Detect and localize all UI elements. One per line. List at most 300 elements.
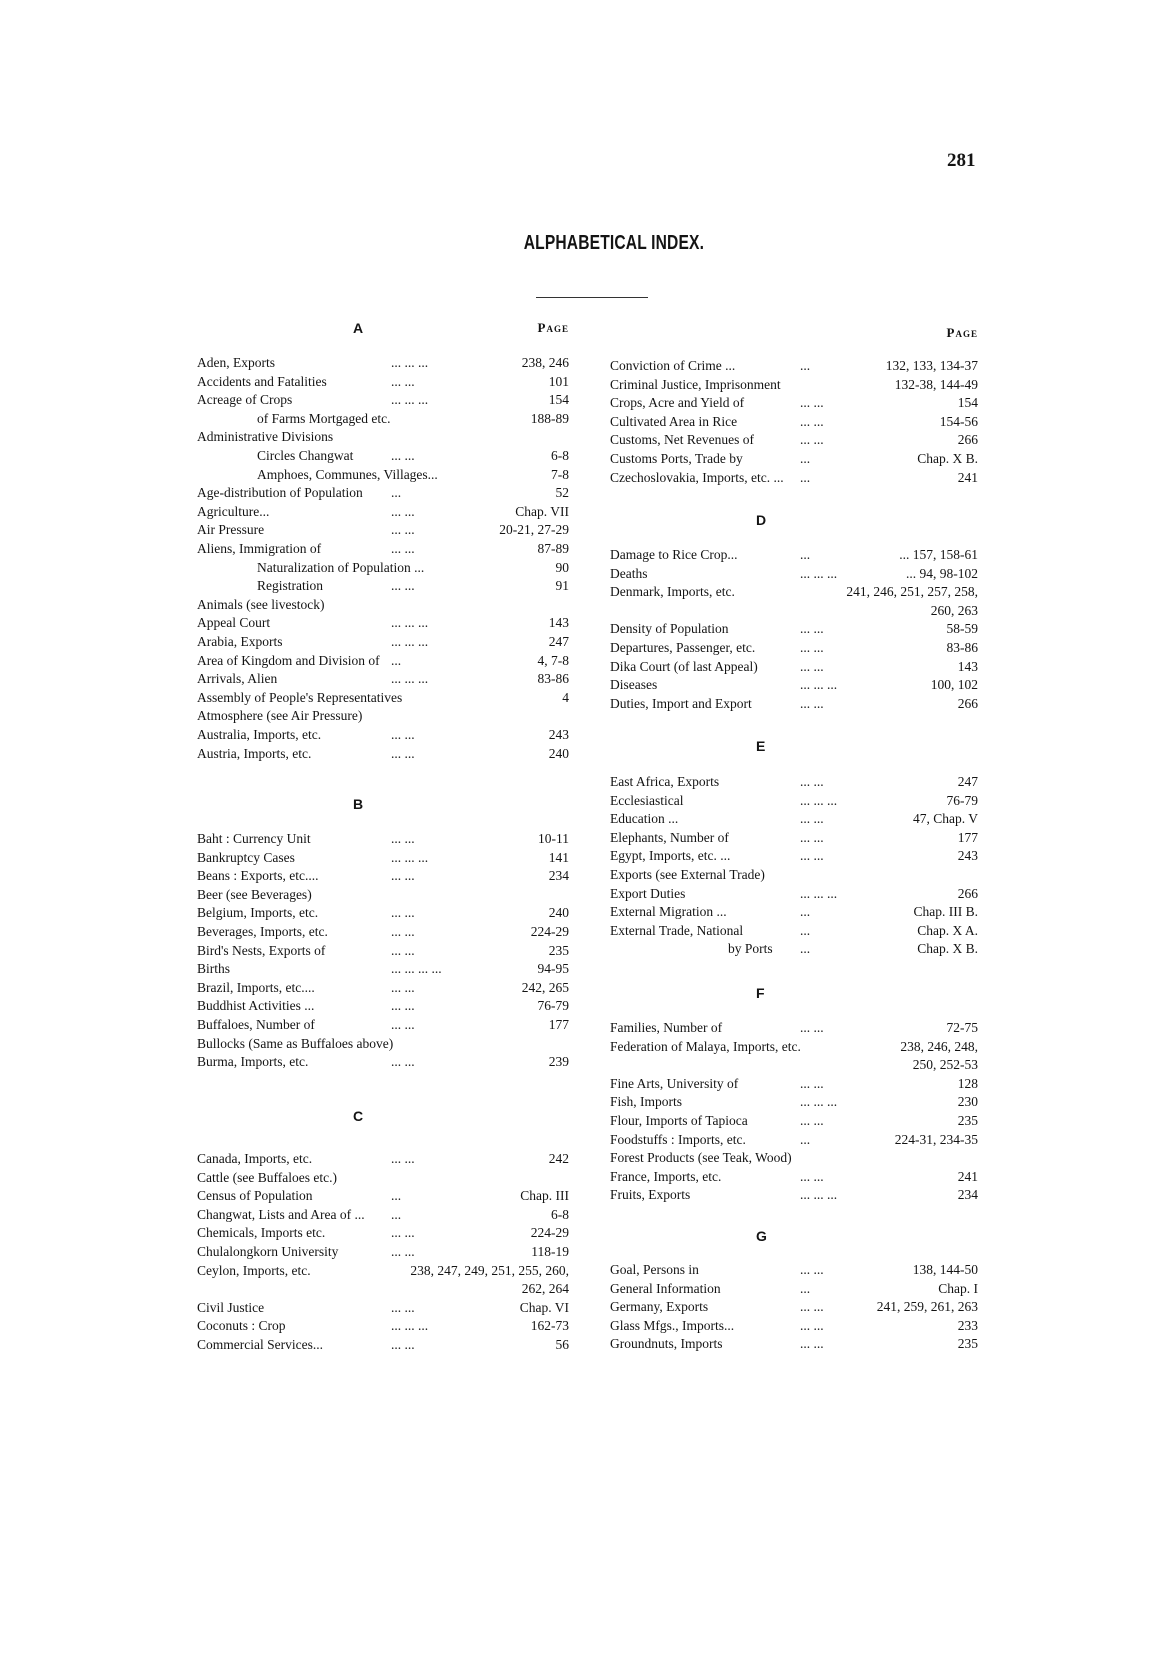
index-entry: [610, 865, 978, 884]
index-entry: [197, 1279, 569, 1298]
entry-leader-dots: ...: [800, 922, 811, 938]
entry-leader-dots: ... ...: [800, 1075, 824, 1091]
entry-leader-dots: ... ...: [391, 373, 415, 389]
entry-pages: ... 94, 98-102: [906, 565, 978, 581]
entry-pages: 238, 246, 248,: [900, 1038, 978, 1054]
entry-term: Accidents and Fatalities: [197, 373, 327, 389]
entry-leader-dots: ... ...: [800, 413, 824, 429]
index-entry: [197, 372, 569, 391]
section-letter: G: [756, 1228, 767, 1244]
entry-term: Bullocks (Same as Buffaloes above): [197, 1035, 394, 1051]
entry-pages: 118-19: [531, 1244, 569, 1259]
entry-leader-dots: ... ... ...: [800, 1094, 838, 1110]
index-entry: [610, 1092, 978, 1111]
entry-pages: 143: [957, 658, 978, 674]
entry-leader-dots: ... ...: [391, 1244, 415, 1259]
entry-term: Administrative Divisions: [197, 429, 334, 445]
entry-leader-dots: ... ... ...: [391, 1318, 429, 1334]
entry-term: Animals (see livestock): [197, 596, 325, 612]
section-letter: C: [353, 1108, 364, 1124]
index-entry: [610, 1130, 978, 1149]
entry-term: Dika Court (of last Appeal): [610, 658, 758, 674]
entry-leader-dots: ... ...: [391, 979, 415, 995]
entry-leader-dots: ... ...: [391, 1151, 415, 1166]
entry-term: Forest Products (see Teak, Wood): [610, 1150, 792, 1166]
index-entry: [610, 601, 978, 620]
index-entry: [610, 449, 978, 468]
entry-leader-dots: ... ...: [391, 448, 415, 463]
entry-leader-dots: ... ...: [391, 522, 415, 538]
index-entry: [197, 1052, 569, 1071]
index-entry: [197, 520, 569, 539]
index-entry: [197, 576, 569, 595]
index-entry: [197, 632, 569, 651]
entry-term: Cultivated Area in Rice: [610, 413, 738, 429]
index-entry: [197, 848, 569, 867]
section-letter: F: [756, 985, 765, 1001]
entry-term: Diseases: [610, 677, 658, 693]
entry-leader-dots: ... ... ...: [800, 792, 838, 808]
entry-term: Departures, Passenger, etc.: [610, 640, 756, 655]
entry-pages: 7-8: [551, 466, 569, 482]
entry-pages: Chap. X A.: [917, 922, 978, 938]
index-entry: [610, 638, 978, 657]
entry-term: Civil Justice: [197, 1299, 265, 1315]
entry-term: Chulalongkorn University: [197, 1244, 339, 1259]
index-title: ALPHABETICAL INDEX.: [523, 232, 705, 254]
entry-pages: Chap. I: [938, 1280, 978, 1296]
index-entry: [197, 1205, 569, 1224]
entry-pages: 132-38, 144-49: [894, 376, 978, 392]
entry-pages: 234: [957, 1187, 978, 1203]
index-entry: [610, 1334, 978, 1353]
entry-pages: Chap. III B.: [913, 904, 978, 920]
entry-pages: 240: [548, 905, 569, 921]
entry-pages: 20-21, 27-29: [499, 522, 569, 538]
index-entry: [197, 1186, 569, 1205]
entry-pages: 132, 133, 134-37: [885, 358, 978, 373]
entry-leader-dots: ... ... ...: [391, 634, 429, 649]
entry-pages: 162-73: [530, 1318, 569, 1334]
entry-leader-dots: ...: [800, 1131, 811, 1147]
entry-term: Germany, Exports: [610, 1299, 709, 1315]
index-entry: [610, 902, 978, 921]
entry-term: Duties, Import and Export: [610, 695, 752, 711]
entry-leader-dots: ... ...: [800, 432, 824, 448]
entry-term: Crops, Acre and Yield of: [610, 395, 745, 411]
entry-pages: 91: [555, 578, 569, 594]
entry-pages: 4, 7-8: [537, 652, 569, 668]
entry-pages: 247: [548, 634, 569, 649]
entry-leader-dots: ... ...: [800, 1262, 824, 1277]
entry-term: Ceylon, Imports, etc.: [197, 1262, 311, 1278]
entry-pages: 235: [548, 942, 569, 958]
entry-leader-dots: ... ...: [800, 774, 824, 789]
entry-term: Amphoes, Communes, Villages...: [257, 466, 438, 482]
entry-pages: 6-8: [551, 1206, 569, 1222]
entry-pages: 177: [548, 1017, 569, 1032]
index-entry: [197, 446, 569, 465]
entry-leader-dots: ... ...: [391, 1299, 415, 1315]
entry-term: External Migration ...: [610, 904, 727, 920]
entry-term: Exports (see External Trade): [610, 867, 765, 882]
entry-pages: 154: [957, 395, 978, 411]
entry-pages: 235: [957, 1113, 978, 1128]
entry-leader-dots: ... ... ...: [391, 392, 429, 408]
entry-pages: 238, 247, 249, 251, 255, 260,: [410, 1262, 569, 1278]
entry-term: Fish, Imports: [610, 1094, 683, 1110]
entry-leader-dots: ... ...: [800, 695, 824, 711]
entry-leader-dots: ... ...: [800, 658, 824, 674]
index-entry: [197, 1223, 569, 1242]
entry-pages: 224-29: [530, 924, 569, 939]
entry-pages: 143: [548, 615, 569, 631]
entry-pages: 72-75: [946, 1020, 978, 1035]
entry-pages: 242: [548, 1151, 569, 1166]
entry-leader-dots: ... ...: [391, 831, 415, 846]
index-entry: [197, 651, 569, 670]
entry-term: Arabia, Exports: [197, 634, 283, 649]
index-entry: [197, 866, 569, 885]
entry-pages: 154: [548, 392, 569, 408]
entry-term: Buffaloes, Number of: [197, 1017, 315, 1032]
index-entry: [197, 706, 569, 725]
index-entry: [197, 922, 569, 941]
entry-term: Customs Ports, Trade by: [610, 451, 743, 466]
entry-leader-dots: ... ...: [391, 868, 415, 884]
index-entry: [197, 1168, 569, 1187]
index-entry: [610, 1260, 978, 1279]
entry-pages: 238, 246: [521, 355, 569, 370]
entry-pages: 241, 259, 261, 263: [876, 1299, 978, 1315]
entry-term: East Africa, Exports: [610, 774, 720, 789]
index-entry: [197, 1034, 569, 1053]
page-number: 281: [947, 150, 976, 171]
entry-leader-dots: ... ...: [800, 1336, 824, 1352]
index-entry: [197, 409, 569, 428]
entry-pages: 224-31, 234-35: [894, 1131, 978, 1147]
index-entry: [197, 427, 569, 446]
entry-term: France, Imports, etc.: [610, 1168, 722, 1184]
index-entry: [610, 356, 978, 375]
entry-pages: 242, 265: [521, 979, 569, 995]
index-entry: [197, 725, 569, 744]
index-entry: [197, 353, 569, 372]
entry-pages: 241: [957, 1168, 978, 1184]
entry-pages: 241, 246, 251, 257, 258,: [846, 584, 978, 600]
section-letter: D: [756, 512, 767, 528]
entry-pages: 224-29: [530, 1225, 569, 1241]
entry-term: Burma, Imports, etc.: [197, 1054, 309, 1070]
entry-leader-dots: ... ...: [391, 1017, 415, 1032]
entry-leader-dots: ... ... ...: [800, 565, 838, 581]
entry-pages: 10-11: [538, 831, 569, 846]
page-column-header: Page: [537, 320, 569, 335]
entry-pages: 90: [555, 559, 569, 575]
index-entry: [197, 1261, 569, 1280]
entry-pages: 262, 264: [521, 1281, 569, 1297]
index-entry: [197, 1015, 569, 1034]
entry-leader-dots: ... ... ...: [800, 677, 838, 693]
entry-pages: 6-8: [551, 448, 569, 463]
entry-pages: 239: [548, 1054, 569, 1070]
index-entry: [197, 1298, 569, 1317]
entry-pages: 47, Chap. V: [912, 811, 978, 827]
entry-term: Customs, Net Revenues of: [610, 432, 754, 448]
entry-term: Area of Kingdom and Division of: [197, 652, 380, 668]
entry-term: Circles Changwat: [257, 448, 354, 463]
entry-leader-dots: ...: [800, 469, 811, 485]
index-entry: [197, 959, 569, 978]
entry-pages: 234: [548, 868, 569, 884]
entry-term: Austria, Imports, etc.: [197, 745, 312, 761]
entry-term: Fruits, Exports: [610, 1187, 691, 1203]
index-entry: [610, 828, 978, 847]
index-entry: [197, 829, 569, 848]
entry-term: Aden, Exports: [197, 355, 275, 370]
index-entry: [610, 675, 978, 694]
entry-term: by Ports: [728, 941, 773, 957]
entry-leader-dots: ...: [800, 451, 811, 466]
entry-leader-dots: ... ...: [800, 1168, 824, 1184]
entry-term: Ecclesiastical: [610, 792, 684, 808]
index-entry: [610, 412, 978, 431]
entry-term: Chemicals, Imports etc.: [197, 1225, 326, 1241]
index-entry: [197, 669, 569, 688]
entry-term: Coconuts : Crop: [197, 1318, 286, 1334]
entry-term: Arrivals, Alien: [197, 671, 278, 687]
index-entry: [610, 1111, 978, 1130]
entry-leader-dots: ... ...: [800, 1113, 824, 1128]
entry-term: Appeal Court: [197, 615, 271, 631]
entry-pages: Chap. III: [520, 1188, 569, 1204]
index-entry: [610, 545, 978, 564]
index-entry: [197, 885, 569, 904]
entry-leader-dots: ... ...: [391, 998, 415, 1014]
entry-term: Bankruptcy Cases: [197, 849, 295, 865]
entry-term: Age-distribution of Population: [197, 485, 363, 501]
entry-leader-dots: ... ...: [800, 395, 824, 411]
entry-term: Education ...: [610, 811, 679, 827]
entry-term: Damage to Rice Crop...: [610, 547, 738, 562]
index-entry: [197, 903, 569, 922]
index-entry: [610, 393, 978, 412]
entry-pages: Chap. VI: [519, 1299, 569, 1315]
entry-pages: Chap. X B.: [917, 451, 978, 466]
index-entry: [610, 846, 978, 865]
entry-leader-dots: ... ...: [391, 942, 415, 958]
entry-term: External Trade, National: [610, 922, 744, 938]
index-entry: [610, 1316, 978, 1335]
entry-term: Buddhist Activities ...: [197, 998, 315, 1014]
entry-term: Glass Mfgs., Imports...: [610, 1317, 735, 1333]
entry-pages: 188-89: [530, 410, 569, 426]
index-entry: [610, 468, 978, 487]
entry-term: Czechoslovakia, Imports, etc. ...: [610, 469, 784, 485]
entry-term: Beer (see Beverages): [197, 886, 312, 902]
section-letter: A: [353, 320, 364, 336]
entry-pages: 100, 102: [930, 677, 978, 693]
index-entry: [197, 502, 569, 521]
index-entry: [197, 941, 569, 960]
entry-term: Bird's Nests, Exports of: [197, 942, 326, 958]
index-entry: [610, 1167, 978, 1186]
entry-pages: 241: [957, 469, 978, 485]
entry-pages: 128: [957, 1075, 978, 1091]
index-entry: [197, 978, 569, 997]
entry-term: Denmark, Imports, etc.: [610, 584, 735, 600]
entry-pages: 235: [957, 1336, 978, 1352]
entry-term: Federation of Malaya, Imports, etc.: [610, 1038, 801, 1054]
index-entry: [197, 1149, 569, 1168]
entry-pages: 83-86: [537, 671, 569, 687]
index-entry: [610, 430, 978, 449]
entry-leader-dots: ...: [800, 1280, 811, 1296]
entry-term: Elephants, Number of: [610, 829, 729, 845]
entry-pages: 266: [957, 695, 978, 711]
index-entry: [197, 558, 569, 577]
index-entry: [197, 1335, 569, 1354]
entry-term: Aliens, Immigration of: [197, 541, 322, 556]
entry-leader-dots: ... ...: [391, 1054, 415, 1070]
entry-term: Commercial Services...: [197, 1337, 323, 1352]
index-entry: [197, 539, 569, 558]
index-entry: [610, 657, 978, 676]
entry-leader-dots: ... ...: [391, 503, 415, 519]
index-entry: [610, 694, 978, 713]
entry-pages: 154-56: [939, 413, 978, 429]
entry-leader-dots: ... ... ...: [391, 849, 429, 865]
entry-pages: 76-79: [946, 792, 978, 808]
entry-term: Baht : Currency Unit: [197, 831, 311, 846]
entry-term: Changwat, Lists and Area of ...: [197, 1206, 365, 1222]
entry-pages: 4: [562, 689, 569, 705]
index-entry: [610, 1279, 978, 1298]
entry-leader-dots: ... ...: [391, 541, 415, 556]
entry-leader-dots: ... ... ...: [391, 671, 429, 687]
entry-leader-dots: ...: [391, 1206, 402, 1222]
entry-pages: 177: [957, 829, 978, 845]
entry-leader-dots: ...: [391, 1188, 402, 1204]
entry-leader-dots: ... ...: [391, 1225, 415, 1241]
entry-pages: Chap. X B.: [917, 941, 978, 957]
index-entry: [610, 921, 978, 940]
index-entry: [610, 809, 978, 828]
entry-term: Census of Population: [197, 1188, 313, 1204]
entry-leader-dots: ... ...: [800, 621, 824, 637]
index-entry: [197, 688, 569, 707]
entry-leader-dots: ... ...: [800, 1299, 824, 1315]
entry-term: Air Pressure: [197, 522, 265, 538]
entry-leader-dots: ... ...: [391, 924, 415, 939]
entry-leader-dots: ... ... ...: [391, 615, 429, 631]
entry-pages: 247: [957, 774, 978, 789]
entry-pages: 58-59: [946, 621, 978, 637]
entry-term: Births: [197, 961, 231, 977]
entry-pages: 83-86: [946, 640, 978, 655]
entry-leader-dots: ... ...: [391, 745, 415, 761]
index-entry: [610, 1018, 978, 1037]
entry-pages: 260, 263: [930, 602, 978, 618]
entry-term: Families, Number of: [610, 1020, 723, 1035]
entry-pages: 101: [548, 373, 569, 389]
entry-term: Conviction of Crime ...: [610, 358, 736, 373]
entry-pages: 233: [957, 1317, 978, 1333]
index-entry: [197, 483, 569, 502]
entry-leader-dots: ... ...: [800, 811, 824, 827]
entry-term: General Information: [610, 1280, 721, 1296]
entry-term: Export Duties: [610, 885, 686, 901]
entry-leader-dots: ...: [800, 547, 811, 562]
entry-pages: 94-95: [537, 961, 569, 977]
entry-leader-dots: ... ... ...: [391, 355, 429, 370]
entry-leader-dots: ...: [800, 904, 811, 920]
entry-term: Groundnuts, Imports: [610, 1336, 723, 1352]
entry-leader-dots: ...: [800, 358, 811, 373]
entry-leader-dots: ... ...: [391, 727, 415, 742]
entry-term: Beverages, Imports, etc.: [197, 924, 328, 939]
index-entry: [610, 1297, 978, 1316]
entry-term: Naturalization of Population ...: [257, 559, 425, 575]
entry-leader-dots: ... ...: [800, 1317, 824, 1333]
index-entry: [610, 1148, 978, 1167]
index-entry: [610, 619, 978, 638]
entry-pages: 266: [957, 432, 978, 448]
entry-leader-dots: ... ... ...: [800, 1187, 838, 1203]
entry-pages: 56: [555, 1337, 569, 1352]
entry-term: Foodstuffs : Imports, etc.: [610, 1131, 746, 1147]
entry-leader-dots: ... ...: [391, 1337, 415, 1352]
entry-term: Agriculture...: [197, 503, 270, 519]
index-entry: [197, 1316, 569, 1335]
entry-term: Egypt, Imports, etc. ...: [610, 848, 731, 864]
entry-pages: 240: [548, 745, 569, 761]
index-entry: [610, 791, 978, 810]
entry-leader-dots: ...: [800, 941, 811, 957]
entry-term: Assembly of People's Representatives: [197, 689, 403, 705]
entry-term: Flour, Imports of Tapioca: [610, 1113, 748, 1128]
entry-term: Acreage of Crops: [197, 392, 293, 408]
index-entry: [610, 1074, 978, 1093]
entry-pages: 243: [548, 727, 569, 742]
entry-leader-dots: ... ...: [800, 640, 824, 655]
index-entry: [610, 582, 978, 601]
entry-pages: 87-89: [537, 541, 569, 556]
index-entry: [197, 595, 569, 614]
entry-leader-dots: ... ...: [800, 848, 824, 864]
index-entry: [197, 465, 569, 484]
entry-pages: 230: [957, 1094, 978, 1110]
section-letter: B: [353, 796, 364, 812]
entry-leader-dots: ...: [391, 652, 402, 668]
entry-term: Beans : Exports, etc....: [197, 868, 319, 884]
index-entry: [197, 1242, 569, 1261]
entry-term: Canada, Imports, etc.: [197, 1151, 313, 1166]
entry-leader-dots: ... ...: [391, 578, 415, 594]
entry-term: Goal, Persons in: [610, 1262, 699, 1277]
entry-leader-dots: ... ... ... ...: [391, 961, 442, 977]
index-entry: [610, 939, 978, 958]
index-entry: [610, 564, 978, 583]
entry-term: Belgium, Imports, etc.: [197, 905, 319, 921]
index-entry: [610, 884, 978, 903]
entry-term: Australia, Imports, etc.: [197, 727, 322, 742]
index-entry: [610, 1055, 978, 1074]
index-entry: [197, 744, 569, 763]
index-entry: [610, 772, 978, 791]
entry-leader-dots: ... ...: [800, 829, 824, 845]
section-letter: E: [756, 738, 766, 754]
